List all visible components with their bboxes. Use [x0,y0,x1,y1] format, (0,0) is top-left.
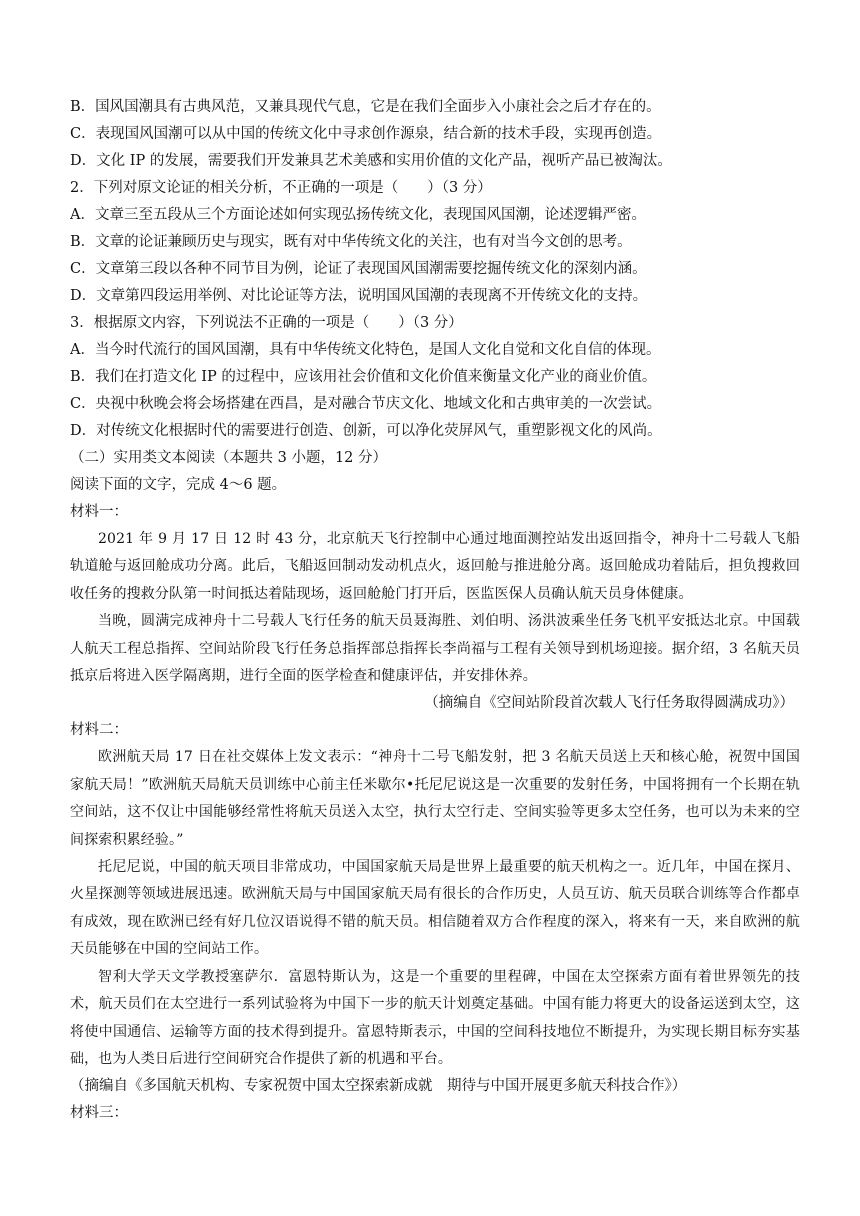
material-2-label: 材料二： [70,722,128,739]
material-1-paragraph: 2021 年 9 月 17 日 12 时 43 分，北京航天飞行控制中心通过地面测控站发出返回指令，神舟十二号载人飞船轨道舱与返回舱成功分离。此后，飞船返回制动发动机点火，返回舱与推进舱分离。返回舱成功着陆后，担负搜救回收任务的搜救分队第一时间抵达着陆现场，返回舱舱门打开后，医监医保人员确认航天员身体健康。 [70,531,800,602]
material-2-paragraph: 欧洲航天局 17 日在社交媒体上发文表示：“神舟十二号飞船发射，把 3 名航天员送上天和核心舱，祝贺中国国家航天局！”欧洲航天局航天员训练中心前主任米歇尔•托尼尼说这是一次重要的发射任务，中国将拥有一个长期在轨空间站，这不仅让中国能够经常性将航天员送入太空，执行太空行走、空间实验等更多太空任务，也可以为未来的空间探索积累经验。” [70,749,800,848]
q2-option-b: B．文章的论证兼顾历史与现实，既有对中华传统文化的关注，也有对当今文创的思考。 [70,234,632,250]
q3-option-c: C．央视中秋晚会将会场搭建在西昌，是对融合节庆文化、地域文化和古典审美的一次尝试。 [70,396,662,412]
q3-option-d: D．对传统文化根据时代的需要进行创造、创新，可以净化荧屏风气，重塑影视文化的风尚。 [70,423,662,439]
question-3 [70,310,800,445]
q3-option-b: B．我们在打造文化 IP 的过程中，应该用社会价值和文化价值来衡量文化产业的商业价值。 [70,369,657,385]
q1-option-b: B．国风国潮具有古典风范，又兼具现代气息，它是在我们全面步入小康社会之后才存在的。 [70,99,661,115]
material-1-source: （摘编自《空间站阶段首次载人飞行任务取得圆满成功》） [424,695,794,712]
material-2-source: （摘编自《多国航天机构、专家祝贺中国太空探索新成就 期待与中国开展更多航天科技合作》） [70,1078,687,1095]
q1-option-c: C．表现国风国潮可以从中国的传统文化中寻求创作源泉，结合新的技术手段，实现再创造。 [70,126,662,142]
question-1-options [70,94,800,175]
material-1-paragraph: 当晚，圆满完成神舟十二号载人飞行任务的航天员聂海胜、刘伯明、汤洪波乘坐任务飞机平安抵达北京。中国载人航天工程总指挥、空间站阶段飞行任务总指挥部总指挥长李尚福与工程有关领导到机场迎接。据介绍，3 名航天员抵京后将进入医学隔离期，进行全面的医学检查和健康评估，并安排休养。 [70,613,800,685]
q2-option-a: A．文章三至五段从三个方面论述如何实现弘扬传统文化，表现国风国潮，论述逻辑严密。 [70,207,646,223]
material-2-paragraph: 智利大学天文学教授塞萨尔．富恩特斯认为，这是一个重要的里程碑，中国在太空探索方面有着世界领先的技术，航天员们在太空进行一系列试验将为中国下一步的航天计划奠定基础。中国有能力将更大的设备运送到太空，这将使中国通信、运输等方面的技术得到提升。富恩特斯表示，中国的空间科技地位不断提升，为实现长期目标夯实基础，也为人类日后进行空间研究合作提供了新的机遇和平台。 [70,968,800,1067]
material-2-paragraph: 托尼尼说，中国的航天项目非常成功，中国国家航天局是世界上最重要的航天机构之一。近几年，中国在探月、火星探测等领域进展迅速。欧洲航天局与中国国家航天局有很长的合作历史，人员互访、航天员联合训练等合作都卓有成效，现在欧洲已经有好几位汉语说得不错的航天员。相信随着双方合作程度的深入，将来有一天，来自欧洲的航天员能够在中国的空间站工作。 [70,859,800,958]
section-2-instruction: 阅读下面的文字，完成 4～6 题。 [70,477,287,493]
section-2-title: （二）实用类文本阅读（本题共 3 小题，12 分） [70,450,388,466]
q2-option-d: D．文章第四段运用举例、对比论证等方法，说明国风国潮的表现离不开传统文化的支持。 [70,288,648,304]
q3-stem: 3．根据原文内容，下列说法不正确的一项是（ ）（3 分） [70,315,463,331]
question-2 [70,175,800,310]
q2-option-c: C．文章第三段以各种不同节目为例，论证了表现国风国潮需要挖掘传统文化的深刻内涵。 [70,261,647,277]
q3-option-a: A．当今时代流行的国风国潮，具有中华传统文化特色，是国人文化自觉和文化自信的体现。 [70,342,661,358]
material-3-label: 材料三： [70,1105,128,1122]
q2-stem: 2．下列对原文论证的相关分析，不正确的一项是（ ）（3 分） [70,180,492,196]
q1-option-d: D．文化 IP 的发展，需要我们开发兼具艺术美感和实用价值的文化产品，视听产品已被淘汰。 [70,153,672,169]
material-1-label: 材料一： [70,504,128,520]
